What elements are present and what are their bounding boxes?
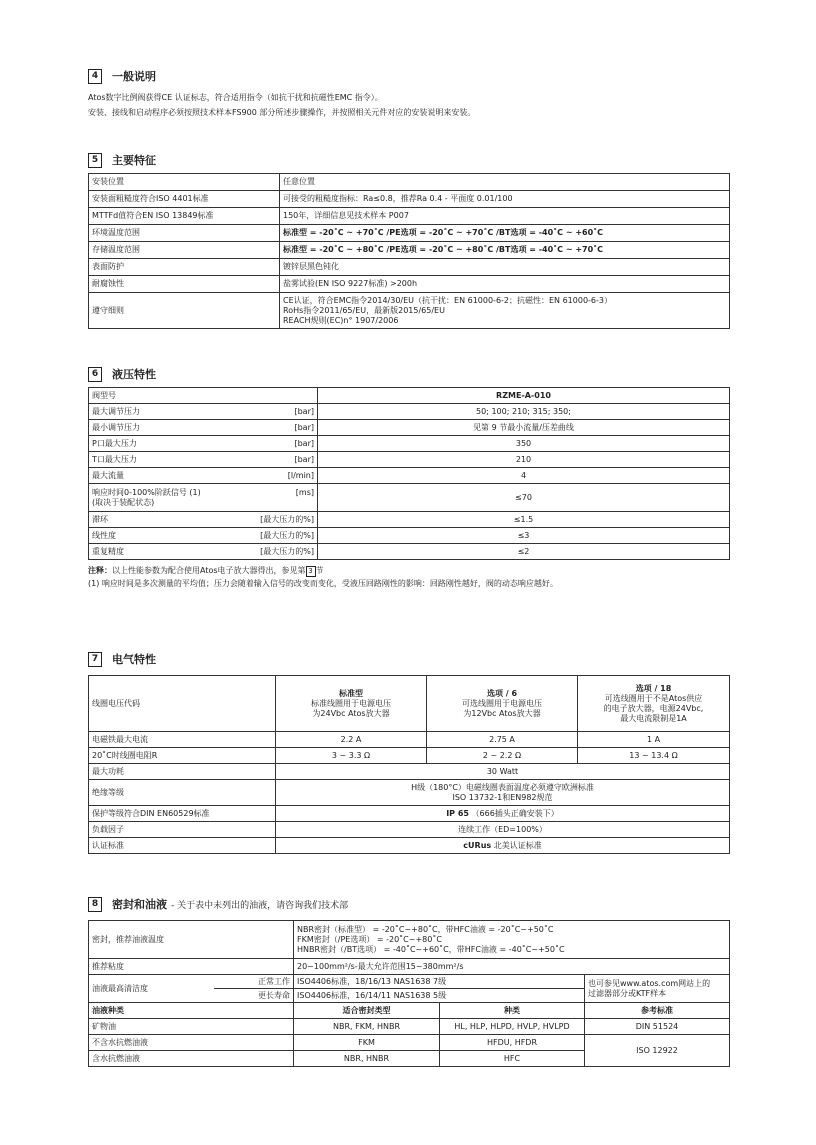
section-hydraulic: [88, 366, 729, 590]
row-label: 存储温度范围: [89, 242, 280, 259]
row-label: 认证标准: [89, 838, 276, 854]
column-header: 适合密封类型: [294, 1003, 440, 1019]
row-unit: [bar]: [294, 438, 314, 448]
cell-value: 北美认证标准: [493, 840, 542, 850]
row-value: ISO4406标准，18/16/13 NAS1638 7级: [294, 975, 585, 989]
table-row: [89, 838, 730, 854]
row-value: ISO4406标准，16/14/11 NAS1638 5级: [294, 989, 585, 1003]
note-tail: 节: [315, 566, 324, 575]
section-main-features: [88, 152, 729, 329]
table-row: [89, 484, 730, 512]
hydraulic-table: [88, 387, 730, 560]
column-header: 选项 / 18: [635, 683, 672, 693]
general-paragraph-1: Atos数字比例阀获得CE 认证标志，符合适用指令（如抗干扰和抗磁性EMC 指令）。: [88, 93, 383, 102]
table-row: [89, 1019, 730, 1035]
row-value: 标准型 = -20˚C ~ +80˚C /PE选项 = -20˚C ~ +80˚C /BT选项 = -40˚C ~ +70˚C: [280, 242, 730, 259]
row-label: 油液最高清洁度: [89, 975, 214, 1003]
seal-line: FKM密封（/PE选项） = -20˚C~+80˚C: [297, 934, 442, 944]
seal-line: HNBR密封（/BT选项） = -40˚C~+60˚C，带HFC油液 = -40˚C~+50˚C: [297, 944, 565, 954]
cell-value: ISO 13732-1和EN982规范: [452, 792, 553, 802]
table-row: [89, 806, 730, 822]
row-unit: [l/min]: [287, 470, 314, 480]
general-paragraph-2: 安装、接线和启动程序必须按照技术样本FS900 部分所述步骤操作，并按照相关元件对应的安装说明来安装。: [88, 108, 476, 117]
table-row: [89, 208, 730, 225]
row-label: 线性度: [92, 530, 116, 540]
row-label: 重复精度: [92, 546, 124, 556]
table-row: [89, 404, 730, 420]
clean-note: 也可参见www.atos.com网站上的: [588, 978, 711, 988]
row-label: P口最大压力: [92, 438, 137, 448]
fluid-type: 含水抗燃油液: [89, 1051, 294, 1067]
table-row: [89, 225, 730, 242]
section-number: 8: [88, 897, 102, 912]
column-desc: 标准线圈用于电源电压: [311, 698, 391, 708]
row-label: 安装面粗糙度符合ISO 4401标准: [89, 191, 280, 208]
table-row: [89, 975, 730, 989]
table-row: [89, 921, 730, 959]
row-label: 20˚C时线圈电阻R: [89, 748, 276, 764]
column-desc: 为24Vbc Atos放大器: [312, 708, 390, 718]
row-value: 210: [318, 452, 730, 468]
table-row: [89, 822, 730, 838]
table-row: [89, 420, 730, 436]
cell-value: 连续工作（ED=100%）: [276, 822, 730, 838]
row-value: 任意位置: [280, 174, 730, 191]
row-label: 最大流量: [92, 470, 124, 480]
row-unit: [bar]: [294, 406, 314, 416]
electrical-table: [88, 675, 730, 854]
column-header: 参考标准: [585, 1003, 730, 1019]
row-label: 负载因子: [89, 822, 276, 838]
row-value: 350: [318, 436, 730, 452]
row-label: 表面防护: [89, 259, 280, 276]
table-row: [89, 468, 730, 484]
cell-value: 2.75 A: [427, 732, 578, 748]
compliance-line: CE认证，符合EMC指令2014/30/EU（抗干扰：EN 61000-6-2；抗磁性：EN 61000-6-3）: [283, 295, 612, 305]
column-header: 选项 / 6: [486, 688, 518, 698]
section-header: [88, 68, 729, 84]
table-row: [89, 544, 730, 560]
table-row: [89, 276, 730, 293]
cell-value: （666插头正确安装下）: [471, 808, 559, 818]
row-label: 遵守细则: [89, 293, 280, 329]
row-unit: [bar]: [294, 454, 314, 464]
fluid-seal: FKM: [294, 1035, 440, 1051]
section-title: 主要特征: [112, 154, 156, 167]
fluid-seal: NBR, FKM, HNBR: [294, 1019, 440, 1035]
row-label: 绝缘等级: [89, 780, 276, 806]
section-header: [88, 651, 729, 667]
footnote: (1) 响应时间是多次测量的平均值；压力会随着输入信号的改变而变化，受液压回路刚性的影响：回路刚性越好，阀的动态响应越好。: [88, 579, 558, 588]
row-value: ≤1.5: [318, 512, 730, 528]
column-desc: 为12Vbc Atos放大器: [463, 708, 541, 718]
row-value: 标准型 = -20˚C ~ +70˚C /PE选项 = -20˚C ~ +70˚C /BT选项 = -40˚C ~ +60˚C: [280, 225, 730, 242]
table-row: [89, 388, 730, 404]
row-value: 盐雾试验(EN ISO 9227标准) >200h: [280, 276, 730, 293]
row-unit: [bar]: [294, 422, 314, 432]
seal-line: NBR密封（标准型） = -20˚C~+80˚C，带HFC油液 = -20˚C~+50˚C: [297, 924, 554, 934]
row-value: 150年，详细信息见技术样本 P007: [280, 208, 730, 225]
row-label: 响应时间0-100%阶跃信号 (1): [92, 487, 201, 497]
row-label: 环境温度范围: [89, 225, 280, 242]
table-row: [89, 512, 730, 528]
row-value: 50; 100; 210; 315; 350;: [318, 404, 730, 420]
row-label: 保护等级符合DIN EN60529标准: [89, 806, 276, 822]
cell-value: 3 ~ 3.3 Ω: [276, 748, 427, 764]
section-ref: 3: [306, 566, 316, 577]
table-row: [89, 748, 730, 764]
row-label: 推荐粘度: [89, 959, 294, 975]
column-desc: 的电子放大器，电源24Vbc,: [603, 703, 704, 713]
cell-value: 2 ~ 2.2 Ω: [427, 748, 578, 764]
cell-value: 1 A: [578, 732, 730, 748]
row-label: 电磁铁最大电流: [89, 732, 276, 748]
section-header: [88, 896, 729, 912]
cell-value: 13 ~ 13.4 Ω: [578, 748, 730, 764]
sub-label: 更长寿命: [214, 989, 294, 1003]
sub-label: 正常工作: [214, 975, 294, 989]
row-label: T口最大压力: [92, 454, 137, 464]
column-header: 标准型: [339, 688, 363, 698]
row-label: 最大调节压力: [92, 406, 140, 416]
row-label: MTTFd值符合EN ISO 13849标准: [89, 208, 280, 225]
fluid-class: HFC: [440, 1051, 585, 1067]
row-label: 线圈电压代码: [89, 676, 276, 732]
section-title: 电气特性: [112, 653, 156, 666]
section-title: 密封和油液: [112, 898, 167, 911]
section-number: 4: [88, 69, 102, 84]
cell-value-bold: cURus: [463, 840, 492, 850]
table-row: [89, 242, 730, 259]
fluid-type: 矿物油: [89, 1019, 294, 1035]
table-row: [89, 764, 730, 780]
cell-value: H级（180°C）电磁线圈表面温度必须遵守欧洲标准: [411, 782, 594, 792]
table-row: [89, 452, 730, 468]
fluid-class: HL, HLP, HLPD, HVLP, HVLPD: [440, 1019, 585, 1035]
section-subtitle: - 关于表中未列出的油液，请咨询我们技术部: [171, 900, 349, 911]
row-value: 见第 9 节最小流量/压差曲线: [318, 420, 730, 436]
column-desc: 可选线圈用于不是Atos供应: [604, 693, 703, 703]
table-row: [89, 191, 730, 208]
compliance-line: RoHs指令2011/65/EU，最新版2015/65/EU: [283, 305, 445, 315]
cell-value: 2.2 A: [276, 732, 427, 748]
compliance-line: REACH规则(EC)n° 1907/2006: [283, 315, 399, 325]
section-title: 液压特性: [112, 368, 156, 381]
row-label: 滞环: [92, 514, 108, 524]
features-table: [88, 173, 730, 329]
table-row: [89, 780, 730, 806]
table-row: [89, 436, 730, 452]
fluid-standard: DIN 51524: [585, 1019, 730, 1035]
row-label: 耐腐蚀性: [89, 276, 280, 293]
section-electrical: [88, 651, 729, 854]
row-label-note: (取决于装配状态): [92, 497, 155, 507]
section-header: [88, 152, 729, 168]
table-row: [89, 293, 730, 329]
section-header: [88, 366, 729, 382]
row-value: ≤3: [318, 528, 730, 544]
row-unit: [ms]: [295, 487, 314, 497]
section-number: 7: [88, 652, 102, 667]
section-seals-fluids: [88, 896, 729, 1067]
fluid-seal: NBR, HNBR: [294, 1051, 440, 1067]
column-header: 油液种类: [89, 1003, 294, 1019]
section-number: 6: [88, 367, 102, 382]
row-value: 20~100mm²/s-最大允许范围15~380mm²/s: [294, 959, 730, 975]
clean-note: 过滤器部分或KTF样本: [588, 988, 667, 998]
table-row: [89, 676, 730, 732]
row-value: 镀锌层黑色钝化: [280, 259, 730, 276]
table-row: [89, 1035, 730, 1051]
section-title: 一般说明: [112, 70, 156, 83]
fluid-type: 不含水抗燃油液: [89, 1035, 294, 1051]
table-row: [89, 174, 730, 191]
fluid-standard: ISO 12922: [585, 1035, 730, 1067]
column-header: 种类: [440, 1003, 585, 1019]
note-prefix: 注释：: [88, 566, 112, 575]
row-unit: [最大压力的%]: [260, 530, 314, 540]
row-value: [280, 293, 730, 329]
cell-value: 30 Watt: [276, 764, 730, 780]
table-header-row: [89, 1003, 730, 1019]
row-value: ≤2: [318, 544, 730, 560]
table-row: [89, 528, 730, 544]
row-label: 密封，推荐油液温度: [89, 921, 294, 959]
row-unit: [最大压力的%]: [260, 546, 314, 556]
valve-label: 阀型号: [89, 388, 318, 404]
table-row: [89, 732, 730, 748]
row-label: 最大功耗: [89, 764, 276, 780]
fluid-class: HFDU, HFDR: [440, 1035, 585, 1051]
row-value: 4: [318, 468, 730, 484]
table-row: [89, 959, 730, 975]
section-general: [88, 68, 729, 120]
row-label: 安装位置: [89, 174, 280, 191]
hydraulic-note: [88, 564, 729, 577]
section-number: 5: [88, 153, 102, 168]
row-value: 可接受的粗糙度指标：Ra≤0.8，推荐Ra 0.4 - 平面度 0.01/100: [280, 191, 730, 208]
valve-model: RZME-A-010: [318, 388, 730, 404]
column-desc: 可选线圈用于电源电压: [462, 698, 542, 708]
row-label: 最小调节压力: [92, 422, 140, 432]
table-row: [89, 259, 730, 276]
row-value: ≤70: [318, 484, 730, 512]
fluids-table: [88, 920, 730, 1067]
row-unit: [最大压力的%]: [260, 514, 314, 524]
cell-value-bold: IP 65: [446, 808, 469, 818]
note-text: 以上性能参数为配合使用Atos电子放大器得出，参见第: [112, 566, 306, 575]
column-desc: 最大电流限制是1A: [620, 713, 687, 723]
